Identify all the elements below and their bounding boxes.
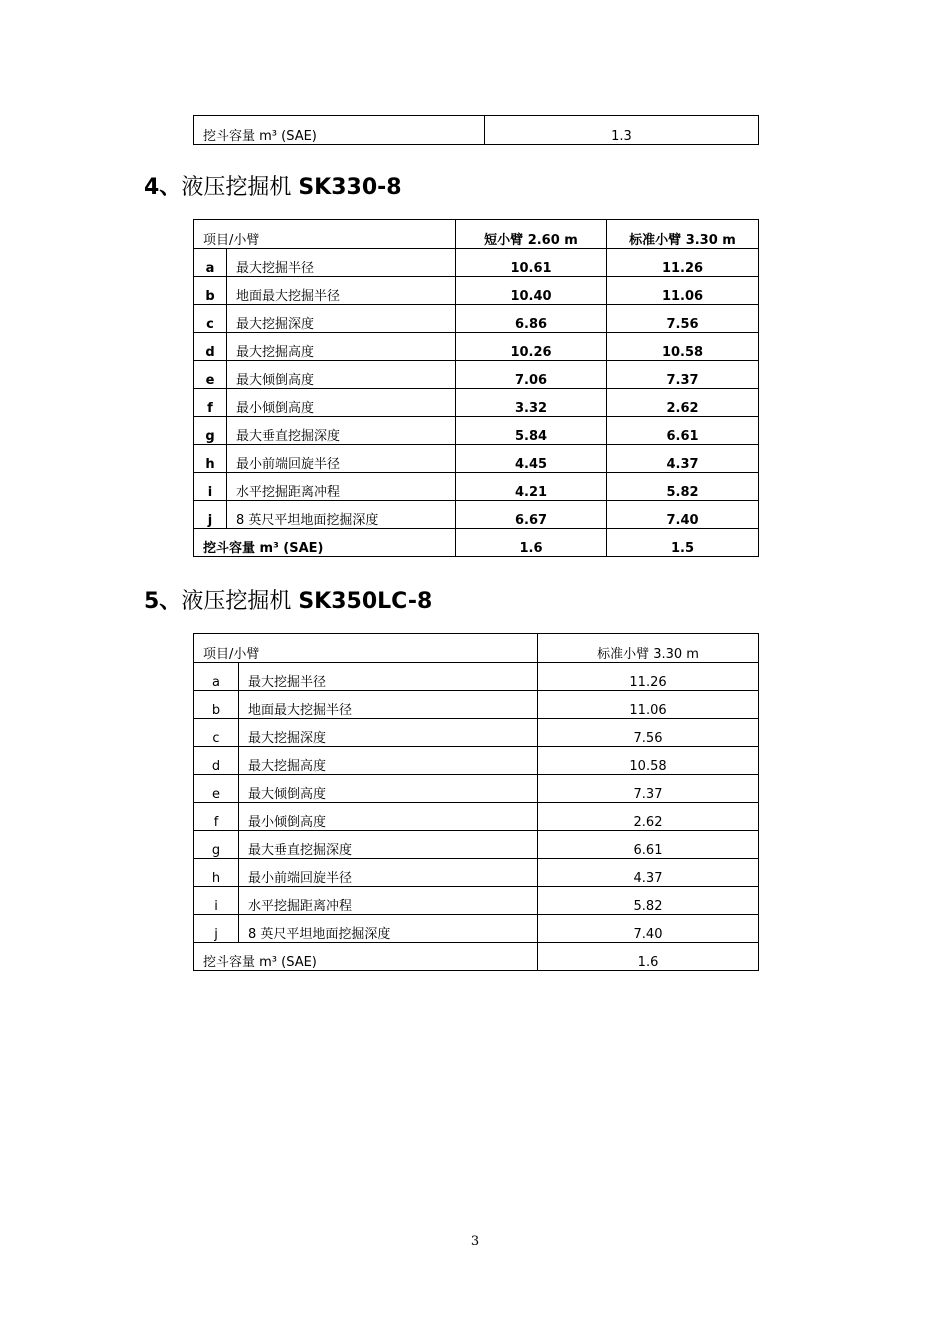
row-label: 最大挖掘半径 (227, 249, 456, 277)
row-value-v2: 7.40 (607, 501, 759, 529)
table-row (194, 915, 759, 943)
section-5-number: 5、 (144, 589, 182, 614)
table-row (194, 719, 759, 747)
row-value-v1: 4.45 (456, 445, 607, 473)
row-key: e (194, 361, 227, 389)
table-row (194, 333, 759, 361)
table-row (194, 747, 759, 775)
bucket-capacity-label: 挖斗容量 m³ (SAE) (194, 116, 485, 145)
footer-label: 挖斗容量 m³ (SAE) (194, 943, 538, 971)
row-value-v1: 10.61 (456, 249, 607, 277)
row-key: b (194, 691, 239, 719)
row-value-v1: 4.21 (456, 473, 607, 501)
row-label: 最大倾倒高度 (239, 775, 538, 803)
row-value-v1: 7.06 (456, 361, 607, 389)
row-label: 最大挖掘深度 (239, 719, 538, 747)
section-5-heading (144, 584, 432, 615)
table-row (194, 417, 759, 445)
bucket-capacity-value: 1.3 (485, 116, 759, 145)
row-value-v1: 5.84 (456, 417, 607, 445)
row-value-v2: 6.61 (607, 417, 759, 445)
row-label: 最大挖掘深度 (227, 305, 456, 333)
table-row (194, 305, 759, 333)
header-item: 项目/小臂 (194, 220, 456, 249)
row-key: g (194, 831, 239, 859)
table-header-row (194, 634, 759, 663)
row-value-v2: 2.62 (607, 389, 759, 417)
row-value-v1: 11.06 (538, 691, 759, 719)
section-4-number: 4、 (144, 175, 182, 200)
footer-label: 挖斗容量 m³ (SAE) (194, 529, 456, 557)
row-value-v1: 5.82 (538, 887, 759, 915)
row-value-v1: 7.40 (538, 915, 759, 943)
row-value-v2: 5.82 (607, 473, 759, 501)
table-row (194, 389, 759, 417)
row-key: d (194, 333, 227, 361)
row-value-v1: 11.26 (538, 663, 759, 691)
table-row (194, 803, 759, 831)
row-key: d (194, 747, 239, 775)
table-row (194, 859, 759, 887)
row-key: h (194, 859, 239, 887)
row-label: 最小倾倒高度 (227, 389, 456, 417)
table-row (194, 775, 759, 803)
row-label: 最大垂直挖掘深度 (239, 831, 538, 859)
row-value-v1: 6.67 (456, 501, 607, 529)
footer-standard-arm-value: 1.6 (538, 943, 759, 971)
table-footer-row (194, 943, 759, 971)
row-label: 最小倾倒高度 (239, 803, 538, 831)
row-value-v2: 7.37 (607, 361, 759, 389)
page-number: 3 (470, 1234, 480, 1249)
header-standard-arm: 标准小臂 3.30 m (538, 634, 759, 663)
row-key: a (194, 249, 227, 277)
table-row (194, 445, 759, 473)
row-label: 地面最大挖掘半径 (227, 277, 456, 305)
row-value-v1: 6.86 (456, 305, 607, 333)
section-4-heading (144, 170, 402, 201)
row-label: 8 英尺平坦地面挖掘深度 (239, 915, 538, 943)
row-value-v1: 10.26 (456, 333, 607, 361)
table-row (194, 691, 759, 719)
row-key: f (194, 803, 239, 831)
row-label: 最大倾倒高度 (227, 361, 456, 389)
row-key: g (194, 417, 227, 445)
row-key: j (194, 501, 227, 529)
row-key: i (194, 887, 239, 915)
header-short-arm: 短小臂 2.60 m (456, 220, 607, 249)
section-5-model: SK350LC-8 (298, 589, 433, 614)
table-row (194, 361, 759, 389)
row-value-v2: 7.56 (607, 305, 759, 333)
row-value-v2: 11.26 (607, 249, 759, 277)
table-row (194, 501, 759, 529)
row-value-v1: 10.58 (538, 747, 759, 775)
row-label: 最小前端回旋半径 (227, 445, 456, 473)
row-label: 最小前端回旋半径 (239, 859, 538, 887)
sk330-spec-table (193, 219, 759, 557)
section-5-title: 液压挖掘机 (181, 589, 292, 614)
row-value-v2: 4.37 (607, 445, 759, 473)
row-key: i (194, 473, 227, 501)
table-row (194, 277, 759, 305)
row-value-v1: 7.37 (538, 775, 759, 803)
row-value-v1: 4.37 (538, 859, 759, 887)
row-label: 最大挖掘高度 (227, 333, 456, 361)
table-header-row (194, 220, 759, 249)
bucket-capacity-table-continued (193, 115, 759, 145)
row-key: e (194, 775, 239, 803)
header-item: 项目/小臂 (194, 634, 538, 663)
row-label: 水平挖掘距离冲程 (227, 473, 456, 501)
row-key: j (194, 915, 239, 943)
footer-standard-arm-value: 1.5 (607, 529, 759, 557)
row-value-v1: 2.62 (538, 803, 759, 831)
table-footer-row (194, 529, 759, 557)
table-row (194, 249, 759, 277)
section-4-model: SK330-8 (298, 175, 402, 200)
sk350lc-spec-table (193, 633, 759, 971)
row-label: 最大垂直挖掘深度 (227, 417, 456, 445)
row-label: 最大挖掘高度 (239, 747, 538, 775)
row-key: c (194, 719, 239, 747)
header-standard-arm: 标准小臂 3.30 m (607, 220, 759, 249)
row-key: b (194, 277, 227, 305)
table-row (194, 831, 759, 859)
row-key: c (194, 305, 227, 333)
row-key: f (194, 389, 227, 417)
row-value-v1: 3.32 (456, 389, 607, 417)
table-row (194, 663, 759, 691)
row-label: 水平挖掘距离冲程 (239, 887, 538, 915)
row-label: 地面最大挖掘半径 (239, 691, 538, 719)
row-value-v1: 6.61 (538, 831, 759, 859)
footer-short-arm-value: 1.6 (456, 529, 607, 557)
row-key: h (194, 445, 227, 473)
row-label: 最大挖掘半径 (239, 663, 538, 691)
row-label: 8 英尺平坦地面挖掘深度 (227, 501, 456, 529)
table-row (194, 887, 759, 915)
row-value-v1: 10.40 (456, 277, 607, 305)
table-row (194, 473, 759, 501)
row-value-v1: 7.56 (538, 719, 759, 747)
row-value-v2: 10.58 (607, 333, 759, 361)
section-4-title: 液压挖掘机 (181, 175, 292, 200)
row-value-v2: 11.06 (607, 277, 759, 305)
row-key: a (194, 663, 239, 691)
